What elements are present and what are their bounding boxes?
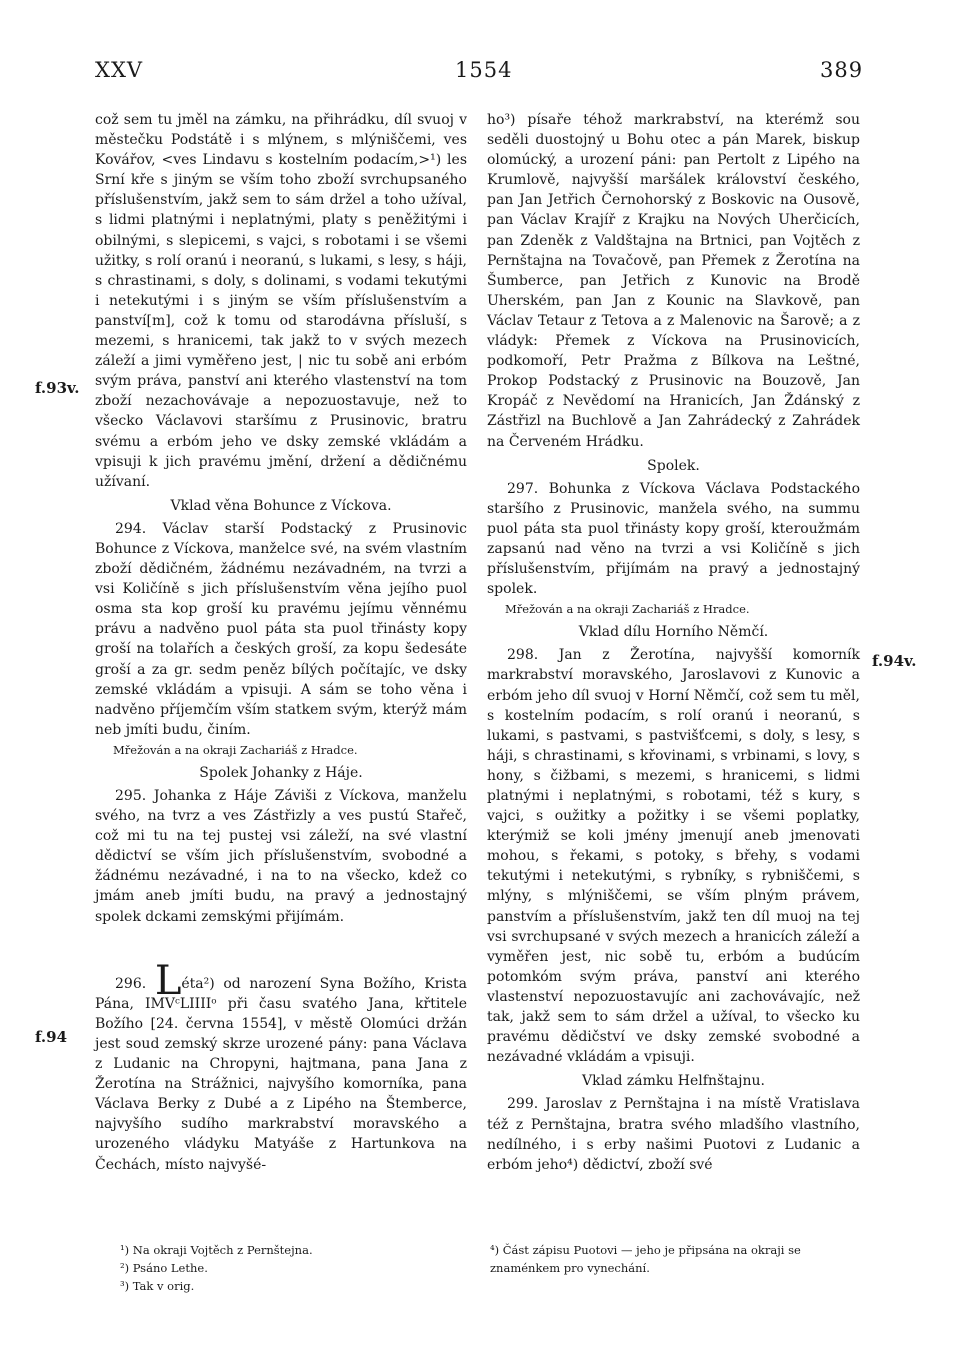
- paragraph: 294. Václav starší Podstacký z Prusinovic Bohunce z Víckova, manželce své, na svém vlastním zboží dědičném, žádnému nezávadném, na tvrzi a vsi Količíně s jich příslušenstvím věna jejího puol osma sta kop groší ku pravému jejímu věnnému právu a nadvěno puol páta sta puol třinásty kopy groší na tolařích a českých groší, za kopu šedesáte groší a za gr. sedm peněz bílých počítajíc, ve dsky zemské vkládám a vpisuji. A sám se toho věna i nadvěno příjemčím vším statkem svým, kterýž mám neb jmíti budu, činím.: [95, 520, 467, 738]
- paragraph: 298. Jan z Žerotína, najvyšší komorník markrabství moravského, Jaroslavovi z Kunovic a erbóm jeho díl svuoj v Horní Němčí, což sem tu měl, s kostelním podacím, s rolí oranú i neoranú, s lukami, s pastvami, s pastvišťcemi, s doly, s lesy, s háji, s chrastinami, s křovinami, s vrbinami, s lovy, s hony, s čižbami, s mezemi, s hranicemi, s lidmi platnými i neplatnými, s robotami, též s kury, s vajci, s oužitky a požitky i se všemi poplatky, kterýmiž se koli jmény jmenují aneb jmenovati mohou, s řekami, s potoky, s břehy, s vodami tekutými i netekutými, s rybníky, s rybniščemi, s mlýny, s mlýniščemi, se vším plným právem, panstvím a příslušenstvím, jakž ten díl muoj na tej vsi svrchupsané v svých mezech a hranicích záleží a vyměřen jest, nic sobě tu, erbóm a budúcím potomkóm svým práva, panství ani kterého vlastenství nepozuostavujíc ani zachovávajíc, než tak, jakž sem to sám držel a užíval, to všecko ku pravému dědičství ve dsky zemské svobodné a nezávadné vkládám a vpisuji.: [487, 647, 860, 1066]
- paragraph-text: éta²) od narození Syna Božího, Krista Pána, IMVᶜLIIIIᵒ při času svatého Jana, křtitele Božího [24. června 1554], v městě Olomúci držán jest soud zemský skrze urozené pány: pana Václava z Ludanic na Chropyni, hajtmana, pana Jana z Žerotína na Strážnici, najvyšího komorníka, pana Václava Berky z Dubé a z Lipého na Štemberce, najvyšího sudího markrabství moravského a urozeného vládyku Matyáše z Hartunkova na Čechách, místo najvyšé-: [95, 975, 468, 1173]
- footnotes-left: [120, 1241, 460, 1295]
- margin-folio-note: f.93v.: [35, 379, 80, 397]
- footnote: ¹) Na okraji Vojtěch z Pernštejna.: [120, 1243, 313, 1257]
- section-heading: Spolek Johanky z Háje.: [199, 764, 363, 781]
- margin-folio-note: f.94: [35, 1028, 68, 1046]
- section-heading: Vklad zámku Helfnštajnu.: [582, 1073, 765, 1090]
- running-head-year: 1554: [455, 58, 513, 82]
- left-column: [95, 110, 467, 1175]
- paragraph: 297. Bohunka z Víckova Václava Podstackého staršího z Prusinovic, manžela svého, na summu puol páta sta puol třinásty kopy groší, kteroužmám zapsanú nad věno na tvrzi a vsi Količíně s jich příslušenstvím, přijímám na pravý a jednostajný spolek.: [487, 480, 860, 598]
- footnotes-right: [490, 1241, 860, 1277]
- section-heading: Vklad věna Bohunce z Víckova.: [170, 497, 392, 514]
- annotation-note: Mřežován a na okraji Zachariáš z Hradce.: [113, 742, 358, 757]
- page-number: 389: [820, 58, 864, 82]
- section-heading: Spolek.: [647, 457, 700, 474]
- footnote: ⁴) Část zápisu Puotovi — jeho je připsána na okraji se znaménkem pro vynechání.: [490, 1243, 801, 1275]
- footnote: ²) Psáno Lethe.: [120, 1261, 208, 1275]
- paragraph: [95, 957, 468, 1175]
- footnote: ³) Tak v orig.: [120, 1279, 195, 1293]
- drop-cap: L: [154, 957, 182, 1004]
- paragraph: 295. Johanka z Háje Záviši z Víckova, manželu svého, na tvrz a ves Zástřizly a ves pustú Stařeč, což mi tu na tej pustej vsi záleží, na své vlastní dědictví se vším jich příslušenstvím, svobodné a žádnému nezávadné, i na to na všecko, kdež co jmám aneb jmíti budu, na pravý a jednostajný spolek dckami zemskými přijímám.: [95, 788, 467, 925]
- right-column: [487, 110, 860, 1175]
- entry-number: 296.: [115, 975, 147, 992]
- annotation-note: Mřežován a na okraji Zachariáš z Hradce.: [505, 602, 750, 617]
- section-heading: Vklad dílu Horního Němčí.: [578, 624, 769, 641]
- margin-folio-note: f.94v.: [872, 652, 917, 670]
- paragraph: ho³) písaře téhož markrabství, na kterémž sou seděli duostojný u Bohu otec a pán Marek, biskup olomúcký, a urození páni: pan Pertolt z Lipého na Krumlově, najvyšší maršálek království českého, pan Jan Jetřich Černohorský z Boskovic na Ousově, pan Václav Krajíř z Krajku na Nových Uherčicích, pan Zdeněk z Valdštajna na Brtnici, pan Vojtěch z Pernštajna na Tovačově, pan Přemek z Žerotína na Šumberce, pan Jetřich z Kunovic na Brodě Uherském, pan Jan z Kounic na Slavkově, pan Václav Tetaur z Tetova a z Malenovic na Šarově; a z vládyk: Přemek z Víckova na Prusinovicích, podkomoří, Petr Pražma z Bílkova na Leštné, Prokop Podstacký z Prusinovic na Bouzově, Jan Kropáč z Nevědomí na Hranicích, Jan Ždánský z Zástřizl na Buchlově a Jan Zahrádecký z Zahrádek na Červeném Hrádku.: [487, 112, 860, 450]
- running-head-left: XXV: [95, 58, 144, 82]
- paragraph: což sem tu jměl na zámku, na přihrádku, díl svuoj v městečku Podstátě i s mlýnem, s mlýniščemi, ves Kovářov, <ves Lindavu s kostelním podacím,>¹) les Srní kře s jiným se vším toho zboží svrchupsaného příslušenstvím, jakž sem to sám držel a toho užíval, s lidmi platnými i neplatnými, platy s peněžitými i obilnými, s slepicemi, s vajci, s robotami i se všemi užitky, s rolí oranú i neoranú, s lukami, s lesy, s háji, s chrastinami, s doly, s dolinami, s vodami tekutými i netekutými i s jiným se vším příslušenstvím a panství[m], což k tomu od starodávna přísluší, s mezemi, s hranicemi, tak jakž to v svých mezech záleží a jimi vyměřeno jest, | nic tu sobě ani erbóm svým práva, panství ani kterého vlastenství na tom zboží nezachovávaje a nepozuostavuje, než to všecko Václavovi staršímu z Prusinovic, bratru svému a erbóm jeho ve dsky zemské vkládám a vpisuji k jich pravému jmění, držení a dědičnému užívaní.: [95, 112, 467, 490]
- paragraph: 299. Jaroslav z Pernštajna i na místě Vratislava též z Pernštajna, bratra svého mladšího vlastního, nedílného, i s erby našimi Puotovi z Ludanic a erbóm jeho⁴) dědictví, zboží své: [487, 1096, 860, 1173]
